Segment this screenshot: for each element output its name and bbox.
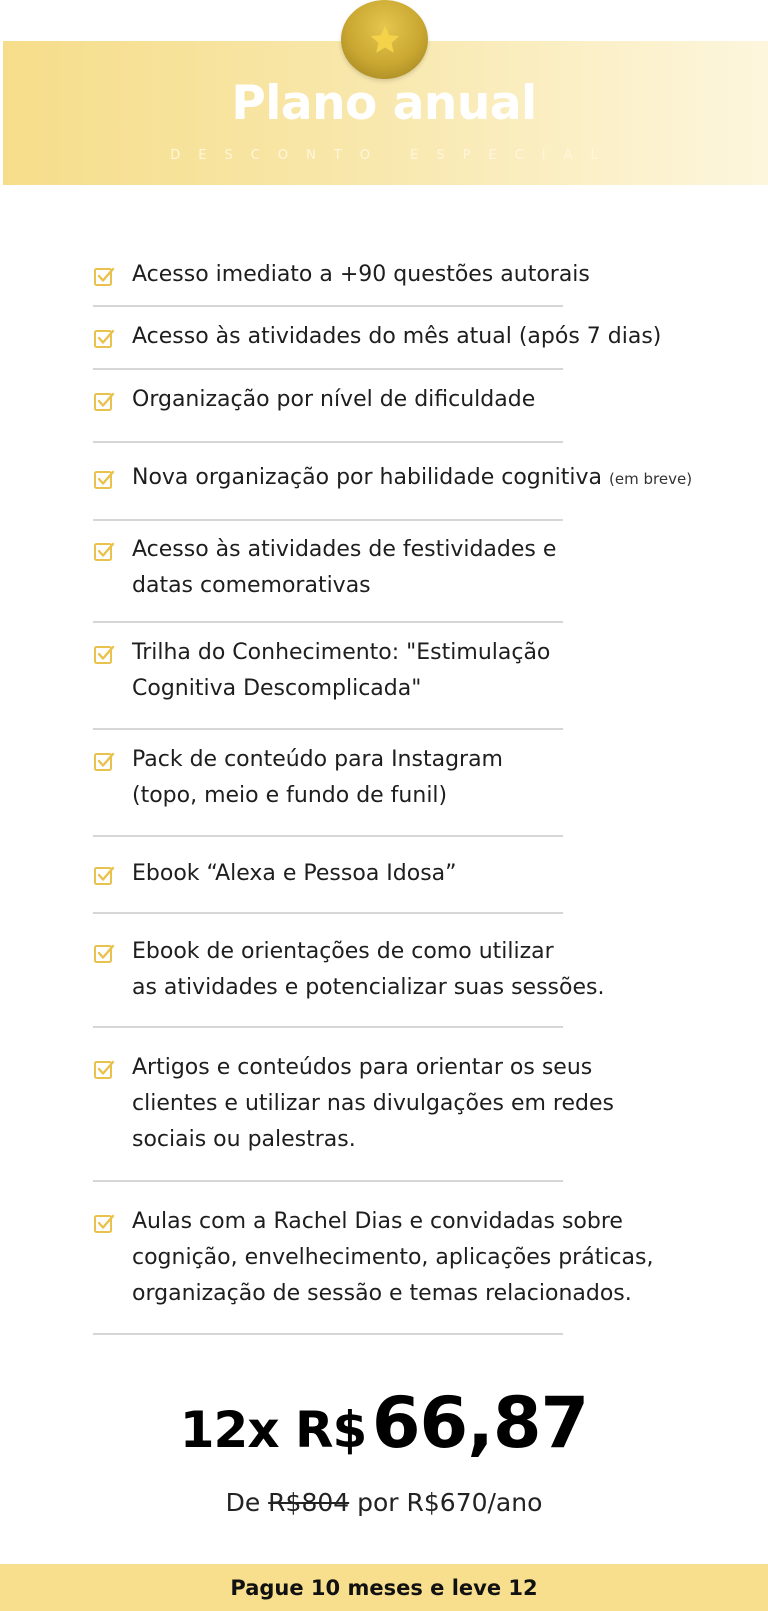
plan-subtitle: DESCONTO ESPECIAL xyxy=(170,148,616,163)
price-installments: 12x R$ xyxy=(179,1401,367,1459)
feature-text: Artigos e conteúdos para orientar os seus clientes e utilizar nas divulgações em redes sociais ou palestras. xyxy=(132,1055,614,1152)
checkbox-check-icon xyxy=(93,644,115,666)
price-by-label: por R$670/ano xyxy=(357,1488,543,1517)
price-display xyxy=(0,1382,768,1464)
feature-text: Ebook de orientações de como utilizar as atividades e potencializar suas sessões. xyxy=(132,939,605,1000)
checkbox-check-icon xyxy=(93,469,115,491)
feature-text: Organização por nível de dificuldade xyxy=(132,387,536,412)
checkbox-check-icon xyxy=(93,943,115,965)
feature-divider xyxy=(93,368,563,370)
old-price: R$804 xyxy=(268,1488,350,1517)
feature-text: Aulas com a Rachel Dias e convidadas sobre cognição, envelhecimento, aplicações práticas, organização de sessão e temas relacionados. xyxy=(132,1209,654,1306)
feature-divider xyxy=(93,305,563,307)
feature-text: Acesso às atividades de festividades e datas comemorativas xyxy=(132,537,557,598)
feature-divider xyxy=(93,441,563,443)
checkbox-check-icon xyxy=(93,328,115,350)
feature-divider xyxy=(93,912,563,914)
feature-divider xyxy=(93,728,563,730)
feature-divider xyxy=(93,519,563,521)
feature-text: Trilha do Conhecimento: "Estimulação Cognitiva Descomplicada" xyxy=(132,640,551,701)
checkbox-check-icon xyxy=(93,541,115,563)
plan-title: Plano anual xyxy=(231,76,537,131)
feature-text: Nova organização por habilidade cognitiva (em breve) xyxy=(132,465,693,490)
promo-banner xyxy=(0,1564,768,1611)
feature-divider xyxy=(93,1180,563,1182)
price-detail xyxy=(0,1488,768,1517)
promo-label: Pague 10 meses e leve 12 xyxy=(230,1575,538,1600)
feature-text: Acesso às atividades do mês atual (após 7 dias) xyxy=(132,324,662,349)
checkbox-check-icon xyxy=(93,1059,115,1081)
price-amount: 66,87 xyxy=(371,1382,589,1464)
plan-medal xyxy=(341,0,428,79)
price-from-label: De xyxy=(225,1488,261,1517)
star-icon xyxy=(368,23,402,57)
feature-text: Pack de conteúdo para Instagram (topo, meio e fundo de funil) xyxy=(132,747,503,808)
feature-divider xyxy=(93,835,563,837)
feature-text: Ebook “Alexa e Pessoa Idosa” xyxy=(132,861,457,886)
checkbox-check-icon xyxy=(93,391,115,413)
feature-divider xyxy=(93,621,563,623)
checkbox-check-icon xyxy=(93,865,115,887)
checkbox-check-icon xyxy=(93,1213,115,1235)
feature-text: Acesso imediato a +90 questões autorais xyxy=(132,262,590,287)
checkbox-check-icon xyxy=(93,266,115,288)
checkbox-check-icon xyxy=(93,751,115,773)
feature-divider xyxy=(93,1026,563,1028)
feature-divider xyxy=(93,1333,563,1335)
feature-note: (em breve) xyxy=(609,470,693,488)
